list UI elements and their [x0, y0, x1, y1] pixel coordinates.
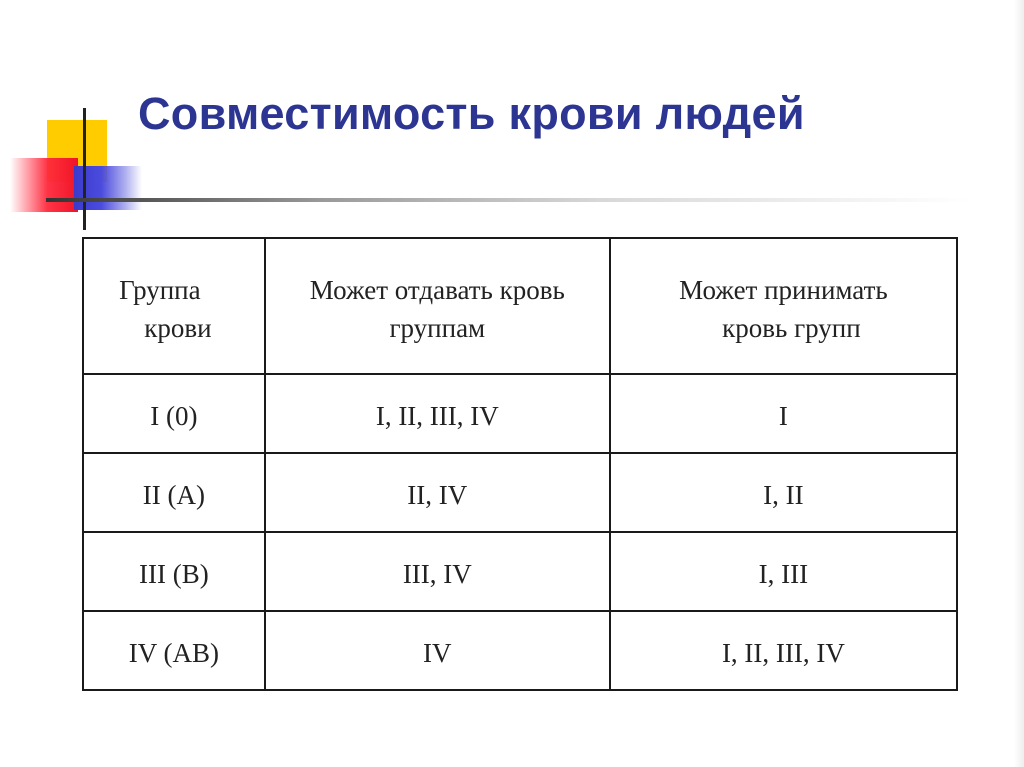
cell-receive-from: I, II, III, IV: [610, 611, 957, 690]
decor-horizontal-line: [46, 198, 970, 202]
cell-donate-to: IV: [265, 611, 610, 690]
header-blood-group-line2: крови: [144, 313, 212, 343]
header-blood-group-line1: Группа: [119, 275, 201, 305]
header-blood-group: [83, 238, 265, 374]
slide-edge-shadow: [1014, 0, 1024, 767]
cell-receive-from: I, II: [610, 453, 957, 532]
cell-receive-from: I: [610, 374, 957, 453]
header-donate-to: [265, 238, 610, 374]
table-row: [83, 532, 957, 611]
header-receive-from-line1: Может принимать: [679, 275, 888, 305]
header-donate-to-line2: группам: [389, 313, 486, 343]
table-row: [83, 453, 957, 532]
header-receive-from: [610, 238, 957, 374]
cell-group: III (B): [83, 532, 265, 611]
cell-group: IV (AB): [83, 611, 265, 690]
slide-title: Совместимость крови людей: [138, 88, 805, 139]
cell-donate-to: II, IV: [265, 453, 610, 532]
table-header-row: [83, 238, 957, 374]
cell-donate-to: I, II, III, IV: [265, 374, 610, 453]
decor-vertical-line: [83, 108, 86, 230]
cell-receive-from: I, III: [610, 532, 957, 611]
header-receive-from-line2: кровь групп: [722, 313, 861, 343]
cell-group: I (0): [83, 374, 265, 453]
cell-group: II (A): [83, 453, 265, 532]
decor-red-square: [10, 158, 78, 212]
table-row: [83, 611, 957, 690]
blood-compatibility-table: [82, 237, 958, 691]
header-donate-to-line1: Может отдавать кровь: [309, 275, 565, 305]
table-row: [83, 374, 957, 453]
cell-donate-to: III, IV: [265, 532, 610, 611]
